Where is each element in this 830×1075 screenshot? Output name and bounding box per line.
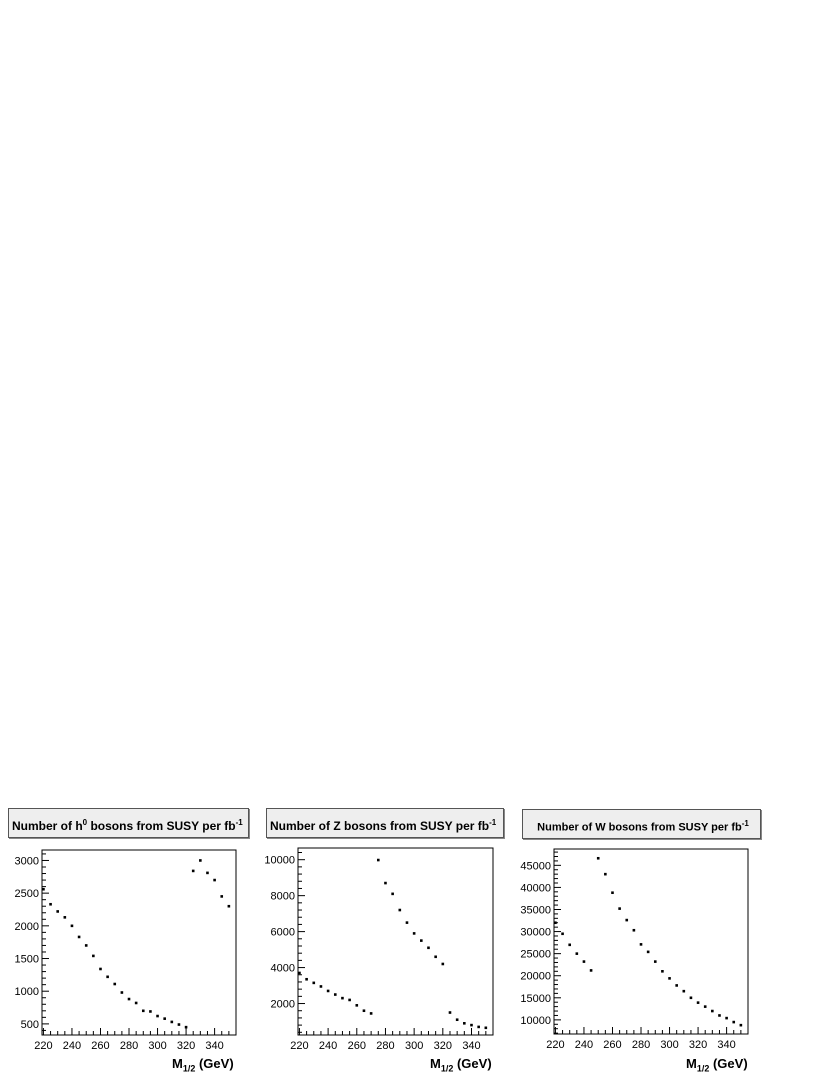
data-point <box>690 996 693 999</box>
title-text: Number of h <box>12 819 83 833</box>
y-tick-label: 1500 <box>14 953 39 966</box>
data-point <box>185 1026 188 1029</box>
data-point <box>554 921 557 924</box>
data-point <box>206 872 209 875</box>
data-point <box>348 999 351 1002</box>
y-tick-label: 15000 <box>520 992 551 1005</box>
x-tick-label: 220 <box>34 1040 53 1052</box>
data-point <box>135 1002 138 1005</box>
data-point <box>71 925 74 928</box>
panel-z <box>256 800 516 1075</box>
plot-frame <box>554 849 748 1034</box>
data-point <box>442 963 445 966</box>
data-point <box>618 907 621 910</box>
data-point <box>42 888 45 891</box>
data-point <box>704 1005 707 1008</box>
y-tick-label: 20000 <box>520 970 551 983</box>
title-superscript: 0 <box>82 818 88 827</box>
data-point <box>597 857 600 860</box>
data-point <box>477 1026 480 1029</box>
x-axis-label <box>686 1056 748 1074</box>
data-point <box>485 1027 488 1030</box>
x-tick-label: 260 <box>91 1040 110 1052</box>
data-point <box>434 955 437 958</box>
title-text-2: bosons from SUSY per fb <box>87 819 236 833</box>
data-point <box>213 879 216 882</box>
data-point <box>121 991 124 994</box>
panel-h0 <box>0 800 260 1075</box>
data-point <box>128 998 131 1001</box>
data-point <box>413 932 416 935</box>
data-point <box>583 960 586 963</box>
data-point <box>668 977 671 980</box>
data-point <box>149 1010 152 1013</box>
title-superscript: -1 <box>741 819 749 828</box>
data-point <box>406 921 409 924</box>
x-tick-label: 280 <box>119 1040 139 1052</box>
data-point <box>718 1014 721 1017</box>
plot-z <box>256 800 516 1075</box>
data-point <box>192 870 195 873</box>
xlabel-units: (GeV) <box>195 1056 234 1071</box>
y-tick-label: 40000 <box>520 882 551 895</box>
data-point <box>711 1010 714 1013</box>
y-tick-label: 45000 <box>520 860 551 873</box>
data-point <box>178 1023 181 1026</box>
data-point <box>305 978 308 981</box>
y-tick-label: 4000 <box>270 962 295 975</box>
xlabel-sub: 1/2 <box>440 1063 454 1074</box>
x-tick-label: 340 <box>205 1040 224 1052</box>
data-point <box>568 944 571 947</box>
data-point <box>576 952 579 955</box>
x-tick-label: 280 <box>631 1039 651 1051</box>
x-tick-label: 300 <box>404 1040 424 1052</box>
xlabel-sub: 1/2 <box>696 1063 710 1074</box>
data-point <box>647 951 650 954</box>
data-point <box>334 993 337 996</box>
data-point <box>561 932 564 935</box>
data-point <box>449 1011 452 1014</box>
data-point <box>590 969 593 972</box>
x-tick-label: 340 <box>717 1039 736 1051</box>
y-tick-label: 10000 <box>264 854 295 867</box>
y-tick-label: 25000 <box>520 948 551 961</box>
x-tick-label: 240 <box>62 1040 82 1052</box>
data-point <box>399 909 402 912</box>
title-text: Number of W bosons from SUSY per fb <box>537 821 742 834</box>
xlabel-text: M <box>430 1056 441 1071</box>
data-point <box>604 873 607 876</box>
y-tick-label: 3000 <box>14 855 39 868</box>
data-point <box>220 895 223 898</box>
data-point <box>320 985 323 988</box>
data-point <box>697 1001 700 1004</box>
data-point <box>427 946 430 949</box>
data-point <box>56 910 59 913</box>
y-tick-label: 8000 <box>270 890 295 903</box>
y-tick-label: 30000 <box>520 926 551 939</box>
x-axis-label <box>430 1056 492 1074</box>
data-point <box>732 1021 735 1024</box>
y-tick-label: 2000 <box>14 920 39 933</box>
y-tick-label: 2500 <box>14 888 39 901</box>
plot-w <box>512 800 772 1075</box>
data-point <box>163 1017 166 1020</box>
data-point <box>675 984 678 987</box>
y-tick-label: 10000 <box>520 1014 551 1027</box>
data-point <box>99 968 102 971</box>
data-point <box>341 997 344 1000</box>
xlabel-units: (GeV) <box>709 1056 748 1071</box>
plot-frame <box>298 848 493 1035</box>
data-point <box>633 929 636 932</box>
xlabel-text: M <box>686 1056 697 1071</box>
title-text: Number of Z bosons from SUSY per fb <box>270 819 490 833</box>
x-tick-label: 260 <box>603 1039 622 1051</box>
data-point <box>92 955 95 958</box>
x-tick-label: 320 <box>176 1040 196 1052</box>
data-point <box>661 970 664 973</box>
x-tick-label: 300 <box>148 1040 167 1052</box>
data-point <box>377 859 380 862</box>
x-tick-label: 240 <box>318 1040 338 1052</box>
xlabel-text: M <box>172 1056 183 1071</box>
x-tick-label: 300 <box>660 1039 679 1051</box>
data-point <box>49 903 52 906</box>
x-tick-label: 320 <box>433 1040 452 1052</box>
plot-frame <box>42 850 236 1035</box>
data-point <box>298 972 301 975</box>
data-point <box>171 1021 174 1024</box>
data-point <box>625 919 628 922</box>
data-point <box>611 891 614 894</box>
data-point <box>391 893 394 896</box>
data-point <box>199 859 202 862</box>
title-superscript-2: -1 <box>235 818 243 827</box>
x-tick-label: 320 <box>688 1039 708 1051</box>
x-tick-label: 220 <box>546 1039 565 1051</box>
plot-h0 <box>0 800 260 1075</box>
y-tick-label: 1000 <box>14 986 39 999</box>
data-point <box>85 944 88 947</box>
data-point <box>312 982 315 985</box>
data-point <box>456 1018 459 1021</box>
data-point <box>64 916 67 919</box>
x-tick-label: 340 <box>462 1040 481 1052</box>
x-tick-label: 260 <box>347 1040 366 1052</box>
xlabel-sub: 1/2 <box>182 1063 196 1074</box>
data-point <box>78 936 81 939</box>
y-tick-label: 2000 <box>270 998 295 1011</box>
data-point <box>156 1015 159 1018</box>
data-point <box>113 983 116 986</box>
panel-w <box>512 800 772 1075</box>
x-tick-label: 240 <box>574 1039 594 1051</box>
data-point <box>740 1024 743 1027</box>
data-point <box>370 1012 373 1015</box>
x-tick-label: 280 <box>376 1040 395 1052</box>
y-tick-label: 6000 <box>270 926 295 939</box>
data-point <box>654 960 657 963</box>
y-tick-label: 35000 <box>520 904 551 917</box>
x-tick-label: 220 <box>290 1040 309 1052</box>
title-superscript: -1 <box>489 818 497 827</box>
data-point <box>420 939 423 942</box>
data-point <box>363 1009 366 1012</box>
data-point <box>463 1022 466 1025</box>
data-point <box>384 882 387 885</box>
data-point <box>470 1024 473 1027</box>
data-point <box>327 990 330 993</box>
data-point <box>640 943 643 946</box>
y-tick-label: 500 <box>20 1018 39 1031</box>
data-point <box>725 1017 728 1020</box>
data-point <box>355 1004 358 1007</box>
data-point <box>106 976 109 979</box>
xlabel-units: (GeV) <box>453 1056 492 1071</box>
data-point <box>683 990 686 993</box>
x-axis-label <box>172 1056 234 1074</box>
data-point <box>142 1010 145 1013</box>
data-point <box>228 905 231 908</box>
